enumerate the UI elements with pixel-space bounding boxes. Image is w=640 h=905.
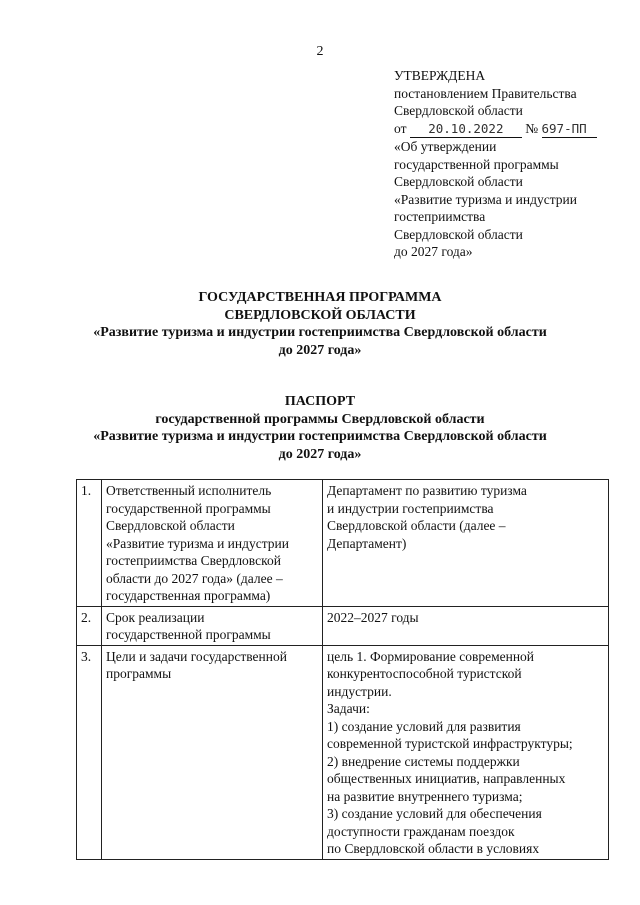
- cell-line: 2022–2027 годы: [327, 609, 419, 625]
- cell-line: конкурентоспособной туристской: [327, 666, 522, 681]
- approval-line: постановлением Правительства: [394, 85, 577, 101]
- cell-line: Департамент по развитию туризма: [327, 483, 527, 498]
- page-number: 2: [316, 44, 324, 59]
- text-line: «Развитие туризма и индустрии гостеприимства Свердловской области: [93, 325, 547, 340]
- table-row: [77, 606, 609, 645]
- cell-line: 1) создание условий для развития: [327, 718, 521, 734]
- cell-line: на развитие внутреннего туризма;: [327, 788, 523, 804]
- approval-number: 697-ПП: [542, 120, 597, 139]
- text-line: до 2027 года»: [278, 342, 362, 358]
- date-prefix: от: [394, 120, 407, 136]
- text-line: «Развитие туризма и индустрии гостеприимства Свердловской области: [93, 429, 547, 444]
- approval-line: Свердловской области: [394, 103, 523, 118]
- text-line: СВЕРДЛОВСКОЙ ОБЛАСТИ: [224, 307, 416, 323]
- cell-line: цель 1. Формирование современной: [327, 648, 535, 664]
- program-title: [60, 289, 580, 359]
- cell-line: индустрии.: [327, 683, 392, 699]
- cell-line: Цели и задачи государственной: [106, 648, 287, 664]
- cell-line: Задачи:: [327, 701, 370, 716]
- text-line: «Развитие туризма и индустрии: [394, 191, 578, 207]
- text-line: «Об утверждении: [394, 139, 497, 154]
- table-row: [77, 480, 609, 607]
- approval-title: УТВЕРЖДЕНА: [394, 68, 486, 83]
- number-prefix: №: [525, 120, 539, 136]
- cell-line: программы: [106, 666, 172, 681]
- row-value: [323, 645, 609, 859]
- row-label: [102, 606, 323, 645]
- text-line: Свердловской области: [394, 174, 523, 189]
- text-line: Свердловской области: [394, 226, 523, 242]
- text-line: государственной программы: [394, 156, 559, 172]
- text-line: ГОСУДАРСТВЕННАЯ ПРОГРАММА: [198, 290, 442, 305]
- cell-line: 2) внедрение системы поддержки: [327, 753, 520, 769]
- text-line: до 2027 года»: [394, 244, 473, 259]
- text-line: ПАСПОРТ: [284, 394, 356, 409]
- row-number: 2.: [77, 606, 102, 645]
- cell-line: и индустрии гостеприимства: [327, 500, 494, 516]
- cell-line: Срок реализации: [106, 609, 205, 625]
- cell-line: государственная программа): [106, 588, 271, 603]
- cell-line: Свердловской области: [106, 518, 235, 533]
- approval-stamp: [394, 67, 634, 261]
- row-number: 1.: [77, 480, 102, 607]
- text-line: государственной программы Свердловской области: [155, 411, 485, 427]
- cell-line: гостеприимства Свердловской: [106, 553, 281, 568]
- cell-line: Ответственный исполнитель: [106, 483, 272, 498]
- text-line: до 2027 года»: [278, 446, 362, 462]
- row-value: [323, 606, 609, 645]
- cell-line: современной туристской инфраструктуры;: [327, 736, 573, 751]
- cell-line: по Свердловской области в условиях: [327, 841, 540, 856]
- cell-line: общественных инициатив, направленных: [327, 771, 566, 786]
- table-row: [77, 645, 609, 859]
- cell-line: Департамент): [327, 535, 407, 551]
- approval-date: 20.10.2022: [410, 120, 522, 139]
- passport-table: [76, 479, 609, 860]
- cell-line: государственной программы: [106, 500, 271, 516]
- row-value: [323, 480, 609, 607]
- approval-date-line: [394, 120, 634, 139]
- row-number: 3.: [77, 645, 102, 859]
- row-label: [102, 645, 323, 859]
- cell-line: «Развитие туризма и индустрии: [106, 535, 290, 551]
- cell-line: 3) создание условий для обеспечения: [327, 806, 542, 821]
- row-label: [102, 480, 323, 607]
- passport-title: [60, 393, 580, 463]
- approval-subject: [394, 138, 634, 261]
- cell-line: области до 2027 года» (далее –: [106, 570, 283, 586]
- cell-line: Свердловской области (далее –: [327, 518, 506, 533]
- cell-line: доступности гражданам поездок: [327, 823, 515, 839]
- cell-line: государственной программы: [106, 627, 271, 642]
- text-line: гостеприимства: [394, 209, 486, 224]
